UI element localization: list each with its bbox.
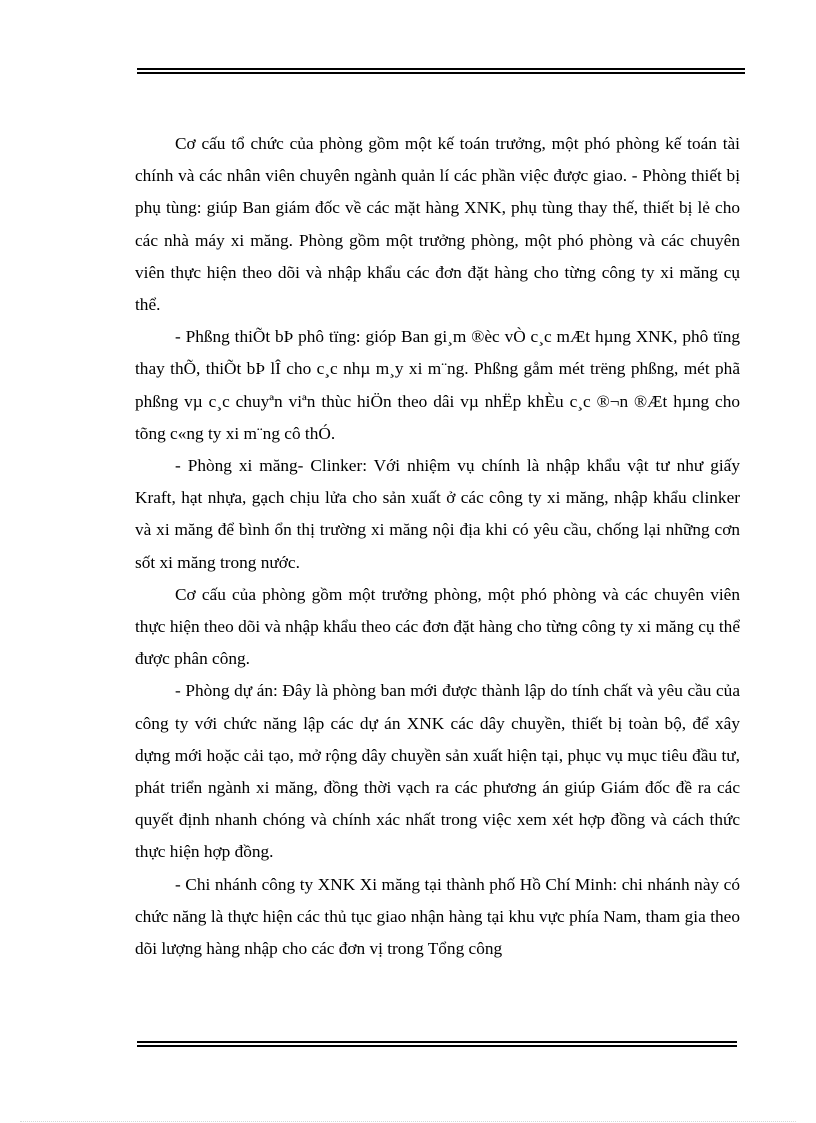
paragraph-hcmc-branch: - Chi nhánh công ty XNK Xi măng tại thành phố Hồ Chí Minh: chi nhánh này có chức năng là thực hiện các thủ tục giao nhận hàng tại khu vực phía Nam, tham gia theo dõi lượng hàng nhập cho các đơn vị trong Tổng công [135,874,740,959]
footer-rule [137,1041,737,1047]
document-body [135,128,740,965]
paragraph-cement-dept-structure: Cơ cấu của phòng gồm một trưởng phòng, một phó phòng và các chuyên viên thực hiện theo dõi và nhập khẩu theo các đơn đặt hàng cho từng công ty xi măng cụ thể được phân công. [135,584,740,669]
header-rule [137,68,745,74]
paragraph-project-dept: - Phòng dự án: Đây là phòng ban mới được thành lập do tính chất và yêu cầu của công ty với chức năng lập các dự án XNK các dây chuyền, thiết bị toàn bộ, để xây dựng mới hoặc cải tạo, mở rộng dây chuyền sản xuất hiện tại, phục vụ mục tiêu đầu tư, phát triển ngành xi măng, đồng thời vạch ra các phương án giúp Giám đốc đề ra các quyết định nhanh chóng và chính xác nhất trong việc xem xét hợp đồng và cách thức thực hiện hợp đồng. [135,681,740,862]
page-edge-divider [20,1121,796,1122]
paragraph-accounting-structure: Cơ cấu tổ chức của phòng gồm một kế toán trưởng, một phó phòng kế toán tài chính và các nhân viên chuyên ngành quản lí các phần việc được giao. - Phòng thiết bị phụ tùng: giúp Ban giám đốc về các mặt hàng XNK, phụ tùng thay thế, thiết bị lẻ cho các nhà máy xi măng. Phòng gồm một trưởng phòng, một phó phòng và các chuyên viên thực hiện theo dõi và nhập khẩu các đơn đặt hàng cho từng công ty xi măng cụ thể. [135,134,740,315]
paragraph-equipment-dept-legacy-encoding: - Phßng thiÕt bÞ phô tïng: gióp Ban gi¸m ®èc vÒ c¸c mÆt hµng XNK, phô tïng thay thÕ, thiÕt bÞ lÎ cho c¸c nhµ m¸y xi m¨ng. Phßng gåm mét trëng phßng, mét phã phßng vµ c¸c chuyªn viªn thùc hiÖn theo dâi vµ nhËp khÈu c¸c ®¬n ®Æt hµng cho tõng c«ng ty xi m¨ng cô thÓ. [135,327,740,443]
paragraph-cement-clinker-dept: - Phòng xi măng- Clinker: Với nhiệm vụ chính là nhập khẩu vật tư như giấy Kraft, hạt nhựa, gạch chịu lửa cho sản xuất ở các công ty xi măng, nhập khẩu clinker và xi măng để bình ổn thị trường xi măng nội địa khi có yêu cầu, chống lại những cơn sốt xi măng trong nước. [135,456,740,572]
